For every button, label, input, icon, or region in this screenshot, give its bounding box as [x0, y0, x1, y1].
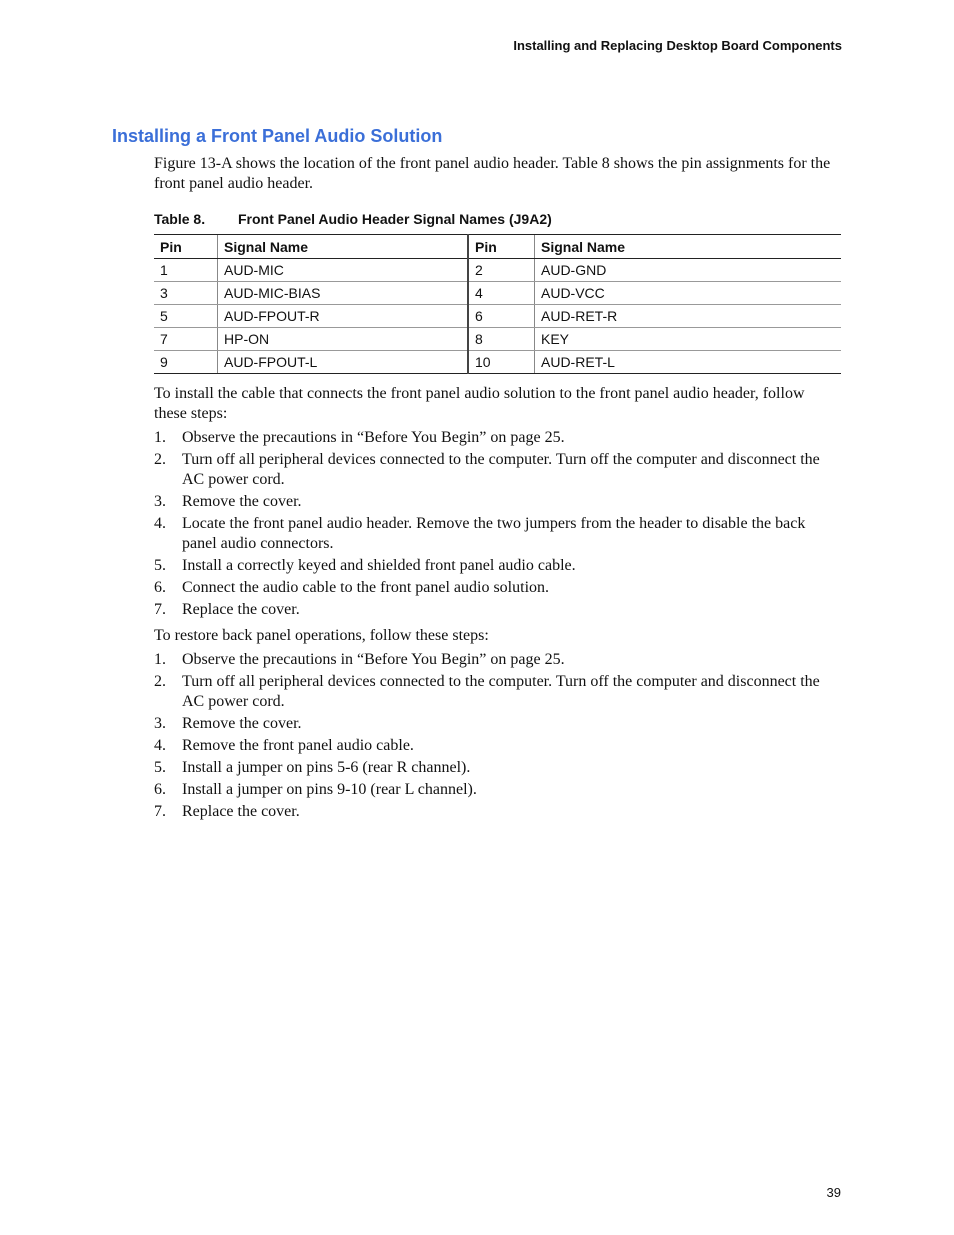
step-number: 3. — [154, 715, 166, 732]
step-number: 7. — [154, 601, 166, 618]
step-text: Connect the audio cable to the front panel audio solution. — [182, 579, 550, 596]
step-text: Install a correctly keyed and shielded front panel audio cable. — [182, 557, 576, 574]
table-row — [154, 259, 841, 282]
page-content — [154, 154, 841, 828]
step-number: 5. — [154, 759, 166, 776]
step-number: 6. — [154, 579, 166, 596]
step-text: Remove the front panel audio cable. — [182, 737, 414, 754]
restore-steps — [154, 650, 841, 822]
table-body — [154, 259, 841, 374]
step-text: Turn off all peripheral devices connected to the computer. Turn off the computer and disconnect the AC power cord. — [182, 451, 820, 488]
step-number: 1. — [154, 429, 166, 446]
cell-signal-name: HP-ON — [218, 328, 469, 351]
step-text: Turn off all peripheral devices connected to the computer. Turn off the computer and disconnect the AC power cord. — [182, 673, 820, 710]
table-row — [154, 305, 841, 328]
cell-signal-name: AUD-RET-R — [535, 305, 842, 328]
list-item — [154, 780, 841, 800]
cell-pin: 3 — [154, 282, 218, 305]
step-number: 4. — [154, 737, 166, 754]
step-number: 7. — [154, 803, 166, 820]
step-number: 3. — [154, 493, 166, 510]
table-caption-title: Front Panel Audio Header Signal Names (J9A2) — [238, 211, 552, 227]
cell-signal-name: AUD-VCC — [535, 282, 842, 305]
step-text: Remove the cover. — [182, 493, 302, 510]
cell-pin: 5 — [154, 305, 218, 328]
header-pin: Pin — [154, 235, 218, 259]
page-number: 39 — [826, 1185, 841, 1200]
cell-signal-name: AUD-MIC — [218, 259, 469, 282]
step-text: Observe the precautions in “Before You Begin” on page 25. — [182, 429, 565, 446]
step-number: 4. — [154, 515, 166, 532]
table-row — [154, 351, 841, 374]
header-signal-name: Signal Name — [218, 235, 469, 259]
step-text: Install a jumper on pins 5-6 (rear R channel). — [182, 759, 471, 776]
step-number: 5. — [154, 557, 166, 574]
list-item — [154, 492, 841, 512]
step-text: Observe the precautions in “Before You Begin” on page 25. — [182, 651, 565, 668]
list-item — [154, 514, 841, 554]
cell-pin: 1 — [154, 259, 218, 282]
pin-assignment-table — [154, 234, 841, 374]
table-row — [154, 282, 841, 305]
install-lead: To install the cable that connects the front panel audio solution to the front panel audio header, follow these steps: — [154, 385, 805, 422]
step-number: 6. — [154, 781, 166, 798]
cell-pin: 2 — [468, 259, 535, 282]
list-item — [154, 450, 841, 490]
cell-pin: 8 — [468, 328, 535, 351]
list-item — [154, 672, 841, 712]
step-text: Remove the cover. — [182, 715, 302, 732]
table-caption-number: Table 8. — [154, 211, 206, 227]
cell-signal-name: AUD-FPOUT-R — [218, 305, 469, 328]
cell-signal-name: AUD-FPOUT-L — [218, 351, 469, 374]
list-item — [154, 556, 841, 576]
header-signal-name: Signal Name — [535, 235, 842, 259]
table-caption — [154, 210, 841, 228]
list-item — [154, 428, 841, 448]
list-item — [154, 578, 841, 598]
list-item — [154, 600, 841, 620]
table-row — [154, 328, 841, 351]
intro-paragraph: Figure 13-A shows the location of the front panel audio header. Table 8 shows the pin assignments for the front panel audio header. — [154, 155, 831, 192]
section-title: Installing a Front Panel Audio Solution — [112, 126, 443, 146]
cell-pin: 10 — [468, 351, 535, 374]
cell-signal-name: AUD-MIC-BIAS — [218, 282, 469, 305]
list-item — [154, 650, 841, 670]
step-number: 2. — [154, 451, 166, 468]
step-text: Replace the cover. — [182, 803, 300, 820]
cell-pin: 4 — [468, 282, 535, 305]
list-item — [154, 714, 841, 734]
cell-pin: 7 — [154, 328, 218, 351]
running-header: Installing and Replacing Desktop Board Components — [513, 38, 842, 53]
cell-pin: 9 — [154, 351, 218, 374]
install-steps — [154, 428, 841, 620]
table-header-row — [154, 235, 841, 259]
list-item — [154, 802, 841, 822]
list-item — [154, 736, 841, 756]
cell-pin: 6 — [468, 305, 535, 328]
restore-lead: To restore back panel operations, follow these steps: — [154, 627, 489, 644]
step-number: 2. — [154, 673, 166, 690]
cell-signal-name: AUD-GND — [535, 259, 842, 282]
cell-signal-name: AUD-RET-L — [535, 351, 842, 374]
step-text: Install a jumper on pins 9-10 (rear L channel). — [182, 781, 477, 798]
step-text: Locate the front panel audio header. Remove the two jumpers from the header to disable the back panel audio connectors. — [182, 515, 806, 552]
cell-signal-name: KEY — [535, 328, 842, 351]
header-pin: Pin — [468, 235, 535, 259]
step-text: Replace the cover. — [182, 601, 300, 618]
list-item — [154, 758, 841, 778]
step-number: 1. — [154, 651, 166, 668]
